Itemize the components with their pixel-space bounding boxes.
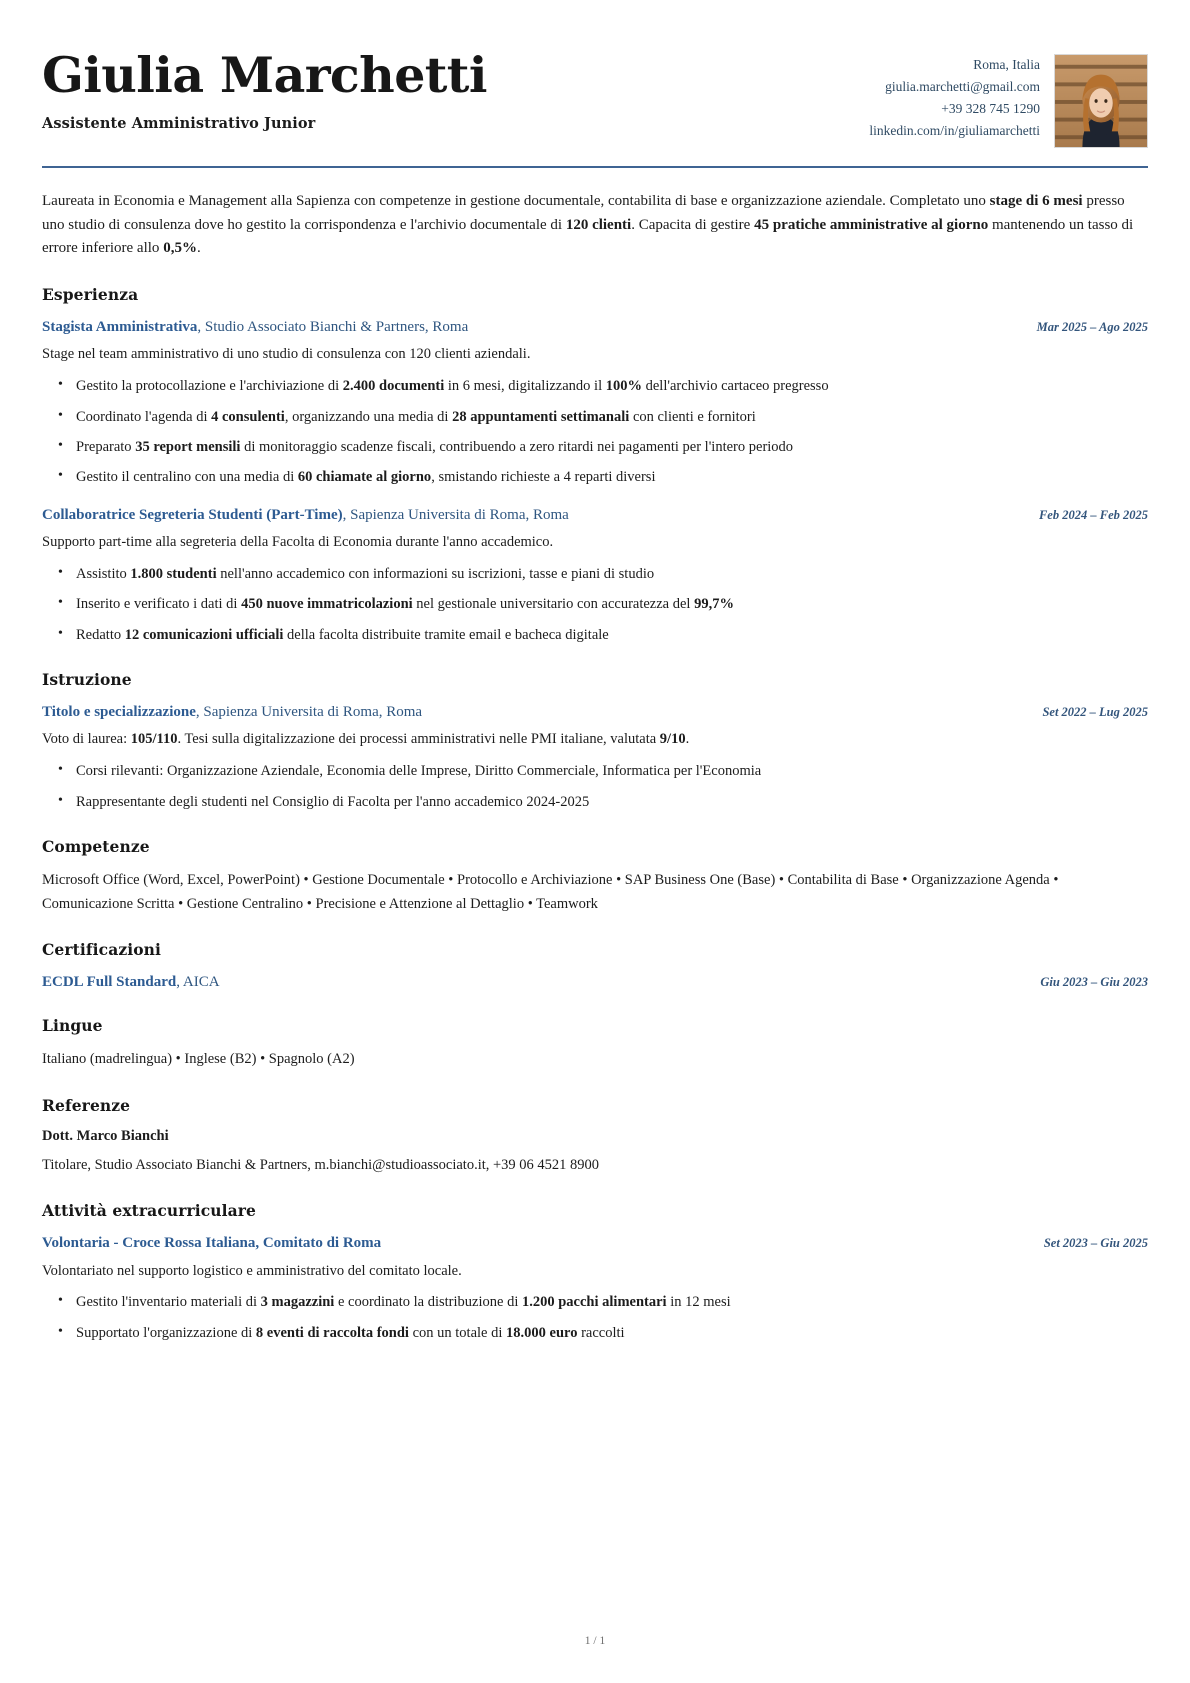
resume-entry [42,317,1148,489]
entry-title [42,972,220,992]
list-item: • Rappresentante degli studenti nel Consiglio di Facolta per l'anno accademico 2024-2025 [76,792,1148,813]
header-divider [42,166,1148,168]
entry-description: Stage nel team amministrativo di uno studio di consulenza con 120 clienti aziendali. [42,346,531,363]
section-title-competenze: Competenze [42,837,150,857]
certificazioni-entries [42,972,1148,992]
list-item: • Preparato 35 report mensili di monitoraggio scadenze fiscali, contribuendo a zero ritardi nei pagamenti per l'intero periodo [76,437,1148,458]
lingue-list: Italiano (madrelingua) • Inglese (B2) • Spagnolo (A2) [42,1051,355,1068]
list-item: • Corsi rilevanti: Organizzazione Aziendale, Economia delle Imprese, Diritto Commerciale, Informatica per l'Economia [76,761,1148,782]
entry-header [42,317,1148,337]
section-referenze [42,1096,1148,1177]
page-footer [0,1635,1190,1647]
entry-date-range: Set 2022 – Lug 2025 [1042,705,1148,720]
entry-role: Stagista Amministrativa [42,319,198,336]
list-item: • Redatto 12 comunicazioni ufficiali della facolta distribuite tramite email e bacheca digitale [76,625,1148,646]
entry-organization: , AICA [176,974,220,991]
list-item: • Supportato l'organizzazione di 8 eventi di raccolta fondi con un totale di 18.000 euro raccolti [76,1323,1148,1344]
list-item: • Inserito e verificato i dati di 450 nuove immatricolazioni nel gestionale universitario con accuratezza del 99,7% [76,594,1148,615]
entry-title [42,702,422,722]
reference-name: Dott. Marco Bianchi [42,1127,169,1144]
section-title-extracurriculare: Attività extracurriculare [42,1201,257,1221]
reference-details: Titolare, Studio Associato Bianchi & Partners, m.bianchi@studioassociato.it, +39 06 4521 8900 [42,1156,600,1173]
entry-title [42,317,468,337]
entry-role: Titolo e specializzazione [42,704,196,721]
entry-header [42,1233,1148,1253]
contact-block [869,54,1040,141]
avatar [1054,54,1148,148]
section-title-certificazioni: Certificazioni [42,940,162,960]
contact-linkedin[interactable]: linkedin.com/in/giuliamarchetti [869,122,1040,138]
header-contact-area [869,44,1148,148]
entry-bullet-list [42,564,1148,646]
contact-location: Roma, Italia [973,57,1040,72]
profile-photo-icon [1055,55,1147,147]
entry-role: Collaboratrice Segreteria Studenti (Part-Time) [42,506,343,523]
entry-header [42,702,1148,722]
section-lingue [42,1016,1148,1071]
page-indicator: 1 / 1 [584,1635,606,1647]
extracurriculare-entries [42,1233,1148,1344]
section-title-istruzione: Istruzione [42,670,132,690]
page-title: Giulia Marchetti [42,46,487,104]
entry-role: Volontaria - Croce Rossa Italiana, Comitato di Roma [42,1235,382,1252]
section-istruzione [42,670,1148,813]
entry-description: Voto di laurea: 105/110. Tesi sulla digitalizzazione dei processi amministrativi nelle PMI italiane, valutata 9/10. [42,731,690,748]
section-title-esperienza: Esperienza [42,285,139,305]
list-item: • Gestito la protocollazione e l'archiviazione di 2.400 documenti in 6 mesi, digitalizzando il 100% dell'archivio cartaceo pregresso [76,376,1148,397]
resume-entry [42,972,1148,992]
list-item: • Coordinato l'agenda di 4 consulenti, organizzando una media di 28 appuntamenti settimanali con clienti e fornitori [76,407,1148,428]
list-item: • Gestito l'inventario materiali di 3 magazzini e coordinato la distribuzione di 1.200 pacchi alimentari in 12 mesi [76,1292,1148,1313]
entry-organization: , Sapienza Universita di Roma, Roma [195,704,423,721]
entry-bullet-list [42,761,1148,813]
resume-header [42,40,1148,148]
summary-paragraph: Laureata in Economia e Management alla Sapienza con competenze in gestione documentale, contabilita di base e organizzazione aziendale. Completato uno stage di 6 mesi presso uno studio di consulenza dove ho gestito la corrispondenza e l'archivio documentale di 120 clienti. Capacita di gestire 45 pratiche amministrative al giorno mantenendo un tasso di errore inferiore allo 0,5%. [42,193,1134,257]
resume-entry [42,505,1148,646]
esperienza-entries [42,317,1148,646]
section-extracurriculare [42,1201,1148,1344]
entry-title [42,1233,381,1253]
section-title-referenze: Referenze [42,1095,131,1115]
entry-title [42,505,569,525]
competenze-list: Microsoft Office (Word, Excel, PowerPoint) • Gestione Documentale • Protocollo e Archiviazione • SAP Business One (Base) • Contabilita di Base • Organizzazione Agenda • Comunicazione Scritta • Gestione Centralino • Precisione e Attenzione al Dettaglio • Teamwork [42,872,1059,912]
resume-entry [42,702,1148,813]
entry-organization: , Studio Associato Bianchi & Partners, Roma [197,319,469,336]
entry-bullet-list [42,376,1148,489]
entry-description: Supporto part-time alla segreteria della Facolta di Economia durante l'anno accademico. [42,534,554,551]
section-esperienza [42,285,1148,646]
entry-description: Volontariato nel supporto logistico e amministrativo del comitato locale. [42,1262,462,1279]
professional-headline: Assistente Amministrativo Junior [42,115,316,133]
entry-date-range: Giu 2023 – Giu 2023 [1040,975,1148,990]
entry-date-range: Mar 2025 – Ago 2025 [1036,320,1148,335]
entry-bullet-list [42,1292,1148,1344]
entry-date-range: Feb 2024 – Feb 2025 [1038,507,1148,522]
list-item: • Gestito il centralino con una media di 60 chiamate al giorno, smistando richieste a 4 reparti diversi [76,467,1148,488]
section-title-lingue: Lingue [42,1016,103,1036]
entry-header [42,505,1148,525]
entry-organization: , Sapienza Universita di Roma, Roma [342,506,569,523]
contact-email[interactable]: giulia.marchetti@gmail.com [885,78,1040,94]
contact-phone[interactable]: +39 328 745 1290 [941,100,1040,116]
entry-role: ECDL Full Standard [42,974,177,991]
istruzione-entries [42,702,1148,813]
header-identity [42,44,487,132]
section-competenze [42,837,1148,916]
section-certificazioni [42,940,1148,992]
resume-entry [42,1233,1148,1344]
entry-header [42,972,1148,992]
list-item: • Assistito 1.800 studenti nell'anno accademico con informazioni su iscrizioni, tasse e piani di studio [76,564,1148,585]
entry-date-range: Set 2023 – Giu 2025 [1043,1236,1148,1251]
